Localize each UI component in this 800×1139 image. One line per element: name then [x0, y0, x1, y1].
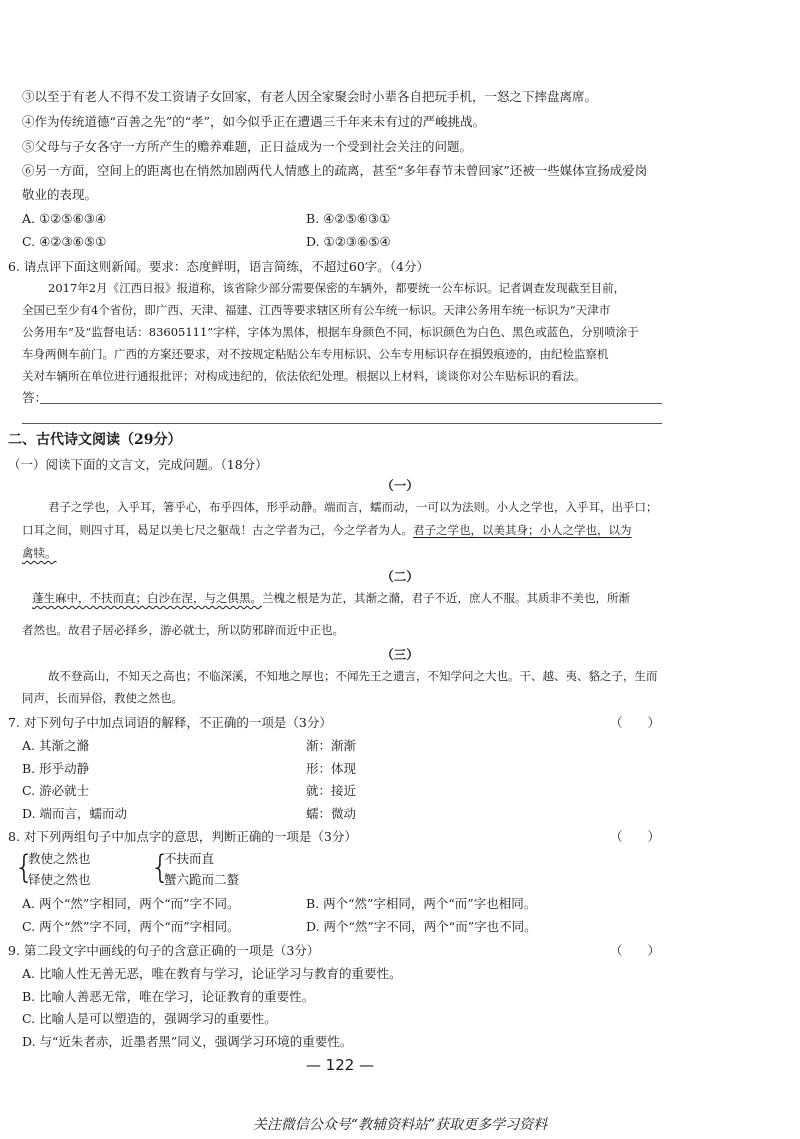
- left-brace-1: {: [14, 848, 35, 886]
- news-line-5: 关对车辆所在单位进行通报批评；对构成违纪的，依法依纪处理。根据以上材料，谈谈你对公车贴标识的看法。: [22, 369, 586, 383]
- option-d: D. ①②③⑥⑤④: [306, 234, 391, 249]
- passage-1-line-3: [22, 545, 57, 562]
- q9-option-d: D. 与“近朱者赤，近墨者黑”同义，强调学习环境的重要性。: [22, 1034, 353, 1049]
- answer-line-2[interactable]: [22, 423, 662, 424]
- news-line-3: 公务用车”及“监督电话：83605111”字样，字体为黑体，根据车身颜色不同，标识颜色为白色、黑色或蓝色，分别喷涂于: [22, 325, 639, 339]
- part-1-title: （一）: [381, 478, 419, 493]
- news-line-4: 车身两侧车前门。广西的方案还要求，对不按规定粘贴公车专用标识、公车专用标识存在損毁痕迹的，由纪检监察机: [22, 347, 609, 361]
- q7-option-d-gloss: 蠕：微动: [306, 806, 357, 821]
- answer-line-1[interactable]: [40, 403, 662, 404]
- question-8-prompt: 8. 对下列两组句子中加点字的意思，判断正确的一项是（3分）: [8, 829, 357, 844]
- question-7-prompt: 7. 对下列句子中加点词语的解释，不正确的一项是（3分）: [8, 715, 332, 730]
- wavy-underlined-sentence: 蓬生麻中，不扶而直；白沙在涅，与之俱黑。: [32, 591, 262, 605]
- q9-option-b: B. 比喻人善恶无常，唯在学习，论证教育的重要性。: [22, 989, 315, 1004]
- q8-option-a: A. 两个“然”字相同，两个“而”字不同。: [22, 896, 240, 911]
- promo-footer: 关注微信公众号“教辅资料站”获取更多学习资料: [252, 1117, 548, 1133]
- passage-2-line-1b: 兰槐之根是为芷，其渐之滫，君子不近，庶人不服。其质非不美也，所渐: [262, 591, 630, 605]
- part-3-title: （三）: [381, 647, 419, 662]
- passage-1-line-2a: 口耳之间，则四寸耳，曷足以美七尺之躯哉！古之学者为己，今之学者为人。: [22, 523, 413, 537]
- option-b: B. ④②⑤⑥③①: [306, 211, 391, 226]
- q8-option-d: D. 两个“然”字不同，两个“而”字也不同。: [306, 919, 537, 934]
- sentence-item-4: ④作为传统道德“百善之先”的“孝”，如今似乎正在遭遇三千年来未有过的严峻挑战。: [22, 114, 486, 129]
- group-1-sentence-1: 教使之然也: [28, 851, 91, 866]
- q8-option-b: B. 两个“然”字相同，两个“而”字也相同。: [306, 896, 537, 911]
- q8-option-c: C. 两个“然”字不同，两个“而”字相同。: [22, 919, 240, 934]
- question-8-answer-blank[interactable]: （ ）: [609, 829, 660, 844]
- passage-1-line-1: 君子之学也，入乎耳，箸乎心，布乎四体，形乎动静。端而言，蠕而动，一可以为法则。小人之学也，入乎耳，出乎口；: [48, 500, 658, 514]
- q7-option-a-gloss: 渐：渐渐: [306, 738, 357, 753]
- sentence-item-3: ③以至于有老人不得不发工资请子女回家，有老人因全家聚会时小辈各自把玩手机，一怒之下摔盘离席。: [22, 89, 598, 104]
- question-9-answer-blank[interactable]: （ ）: [609, 943, 660, 958]
- section-subheading: （一）阅读下面的文言文，完成问题。（18分）: [8, 457, 268, 472]
- sentence-item-6-line1: ⑥另一方面，空间上的距离也在悄然加剧两代人情感上的疏离，甚至“多年春节未曾回家”还被一些媒体宣扬成爱岗: [22, 163, 648, 178]
- wavy-underlined-end: 禽犊。: [22, 546, 57, 560]
- section-heading: 二、古代诗文阅读（29分）: [8, 432, 182, 448]
- left-brace-2: {: [150, 848, 171, 886]
- news-line-2: 全国已至少有4个省份，即广西、天津、福建、江西等要求辖区所有公车统一标识。天津公务用车统一标识为“天津市: [22, 303, 611, 317]
- question-7-answer-blank[interactable]: （ ）: [609, 715, 660, 730]
- group-2-sentence-2: 蟹六跪而二螯: [164, 872, 240, 887]
- question-9-prompt: 9. 第二段文字中画线的句子的含意正确的一项是（3分）: [8, 943, 320, 958]
- news-line-1: 2017年2月《江西日报》报道称，该省除少部分需要保密的车辆外，都要统一公车标识。记者调查发现截至目前，: [48, 281, 626, 295]
- q7-option-c: C. 游必就士: [22, 783, 90, 798]
- passage-3-line-2: 同声，长而异俗，教使之然也。: [22, 691, 183, 705]
- part-2-title: （二）: [381, 569, 419, 584]
- option-a: A. ①②⑤⑥③④: [22, 211, 107, 226]
- passage-2-line-1: [32, 590, 630, 607]
- page-number: — 122 —: [305, 1056, 375, 1074]
- q7-option-c-gloss: 就：接近: [306, 783, 357, 798]
- group-1-sentence-2: 铎使之然也: [28, 872, 91, 887]
- answer-label: 答：: [22, 390, 48, 405]
- q7-option-b: B. 形乎动静: [22, 761, 90, 776]
- passage-2-line-2: 者然也。故君子居必择乡，游必就士，所以防邪辟而近中正也。: [22, 623, 344, 637]
- q7-option-d: D. 端而言，蠕而动: [22, 806, 128, 821]
- group-2-sentence-1: 不扶而直: [164, 851, 215, 866]
- option-c: C. ④②③⑥⑤①: [22, 234, 107, 249]
- q7-option-b-gloss: 形：体现: [306, 761, 357, 776]
- passage-1-line-2: [22, 522, 632, 539]
- question-6-prompt: 6. 请点评下面这则新闻。要求：态度鲜明，语言简练，不超过60字。（4分）: [8, 259, 430, 274]
- passage-3-line-1: 故不登高山，不知天之高也；不临深溪，不知地之厚也；不闻先王之遗言，不知学问之大也。干、越、夷、貉之子，生而: [48, 669, 658, 683]
- q9-option-a: A. 比喻人性无善无恶，唯在教育与学习，论证学习与教育的重要性。: [22, 966, 402, 981]
- sentence-item-6-line2: 敬业的表现。: [22, 187, 98, 202]
- sentence-item-5: ⑤父母与子女各守一方所产生的赡养难题，正日益成为一个受到社会关注的问题。: [22, 139, 473, 154]
- q9-option-c: C. 比喻人是可以塑造的，强调学习的重要性。: [22, 1011, 277, 1026]
- q7-option-a: A. 其渐之滫: [22, 738, 89, 753]
- underlined-sentence: 君子之学也，以美其身；小人之学也，以为: [413, 523, 632, 537]
